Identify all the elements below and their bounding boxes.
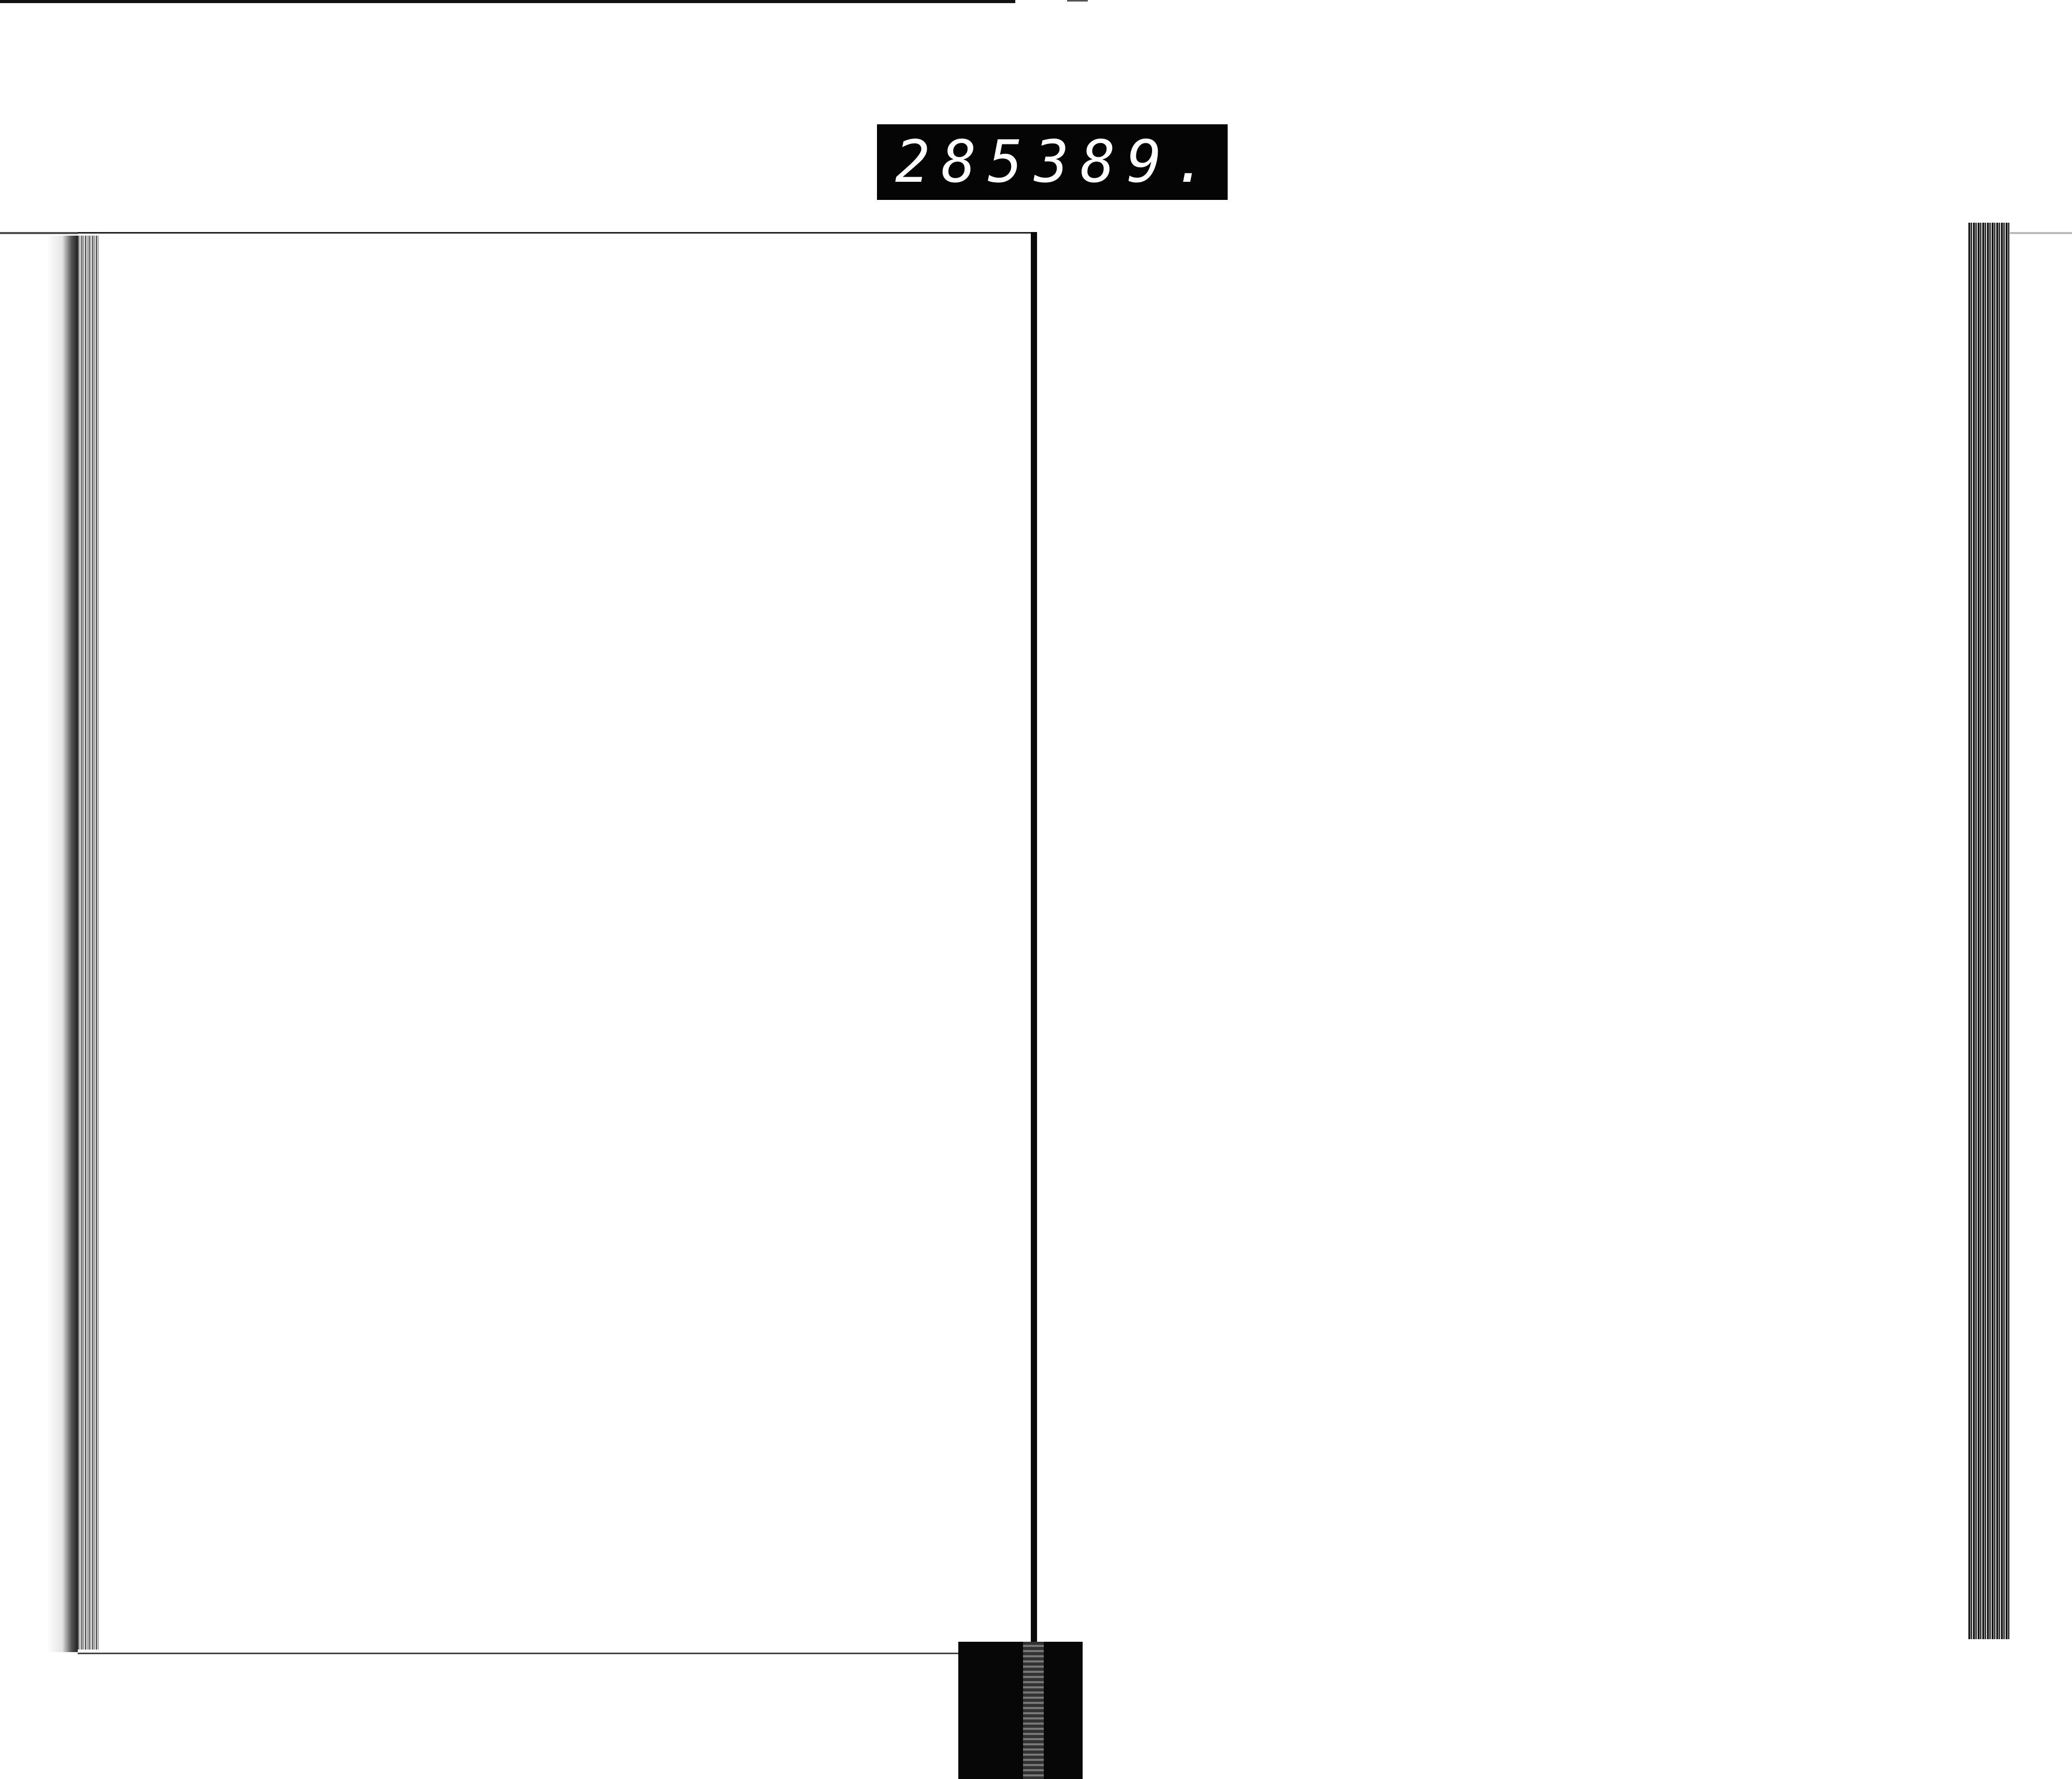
frame-number-right: 389.	[1034, 128, 1220, 196]
bottom-clamp-highlight	[1023, 1642, 1044, 1779]
left-binding-shadow	[0, 236, 78, 1652]
film-edge-dark	[0, 0, 1015, 3]
bottom-clamp	[958, 1642, 1083, 1779]
frame-number-left: 285	[895, 128, 1034, 196]
top-film-edge	[0, 0, 2072, 4]
right-page	[1037, 223, 1969, 1642]
frame-counter	[877, 124, 1228, 200]
book-gutter	[1031, 232, 1037, 1651]
left-page-edges	[78, 236, 98, 1650]
right-page-edges	[1968, 223, 2010, 1639]
film-edge-light	[1067, 0, 1088, 2]
left-page	[78, 232, 1041, 1654]
